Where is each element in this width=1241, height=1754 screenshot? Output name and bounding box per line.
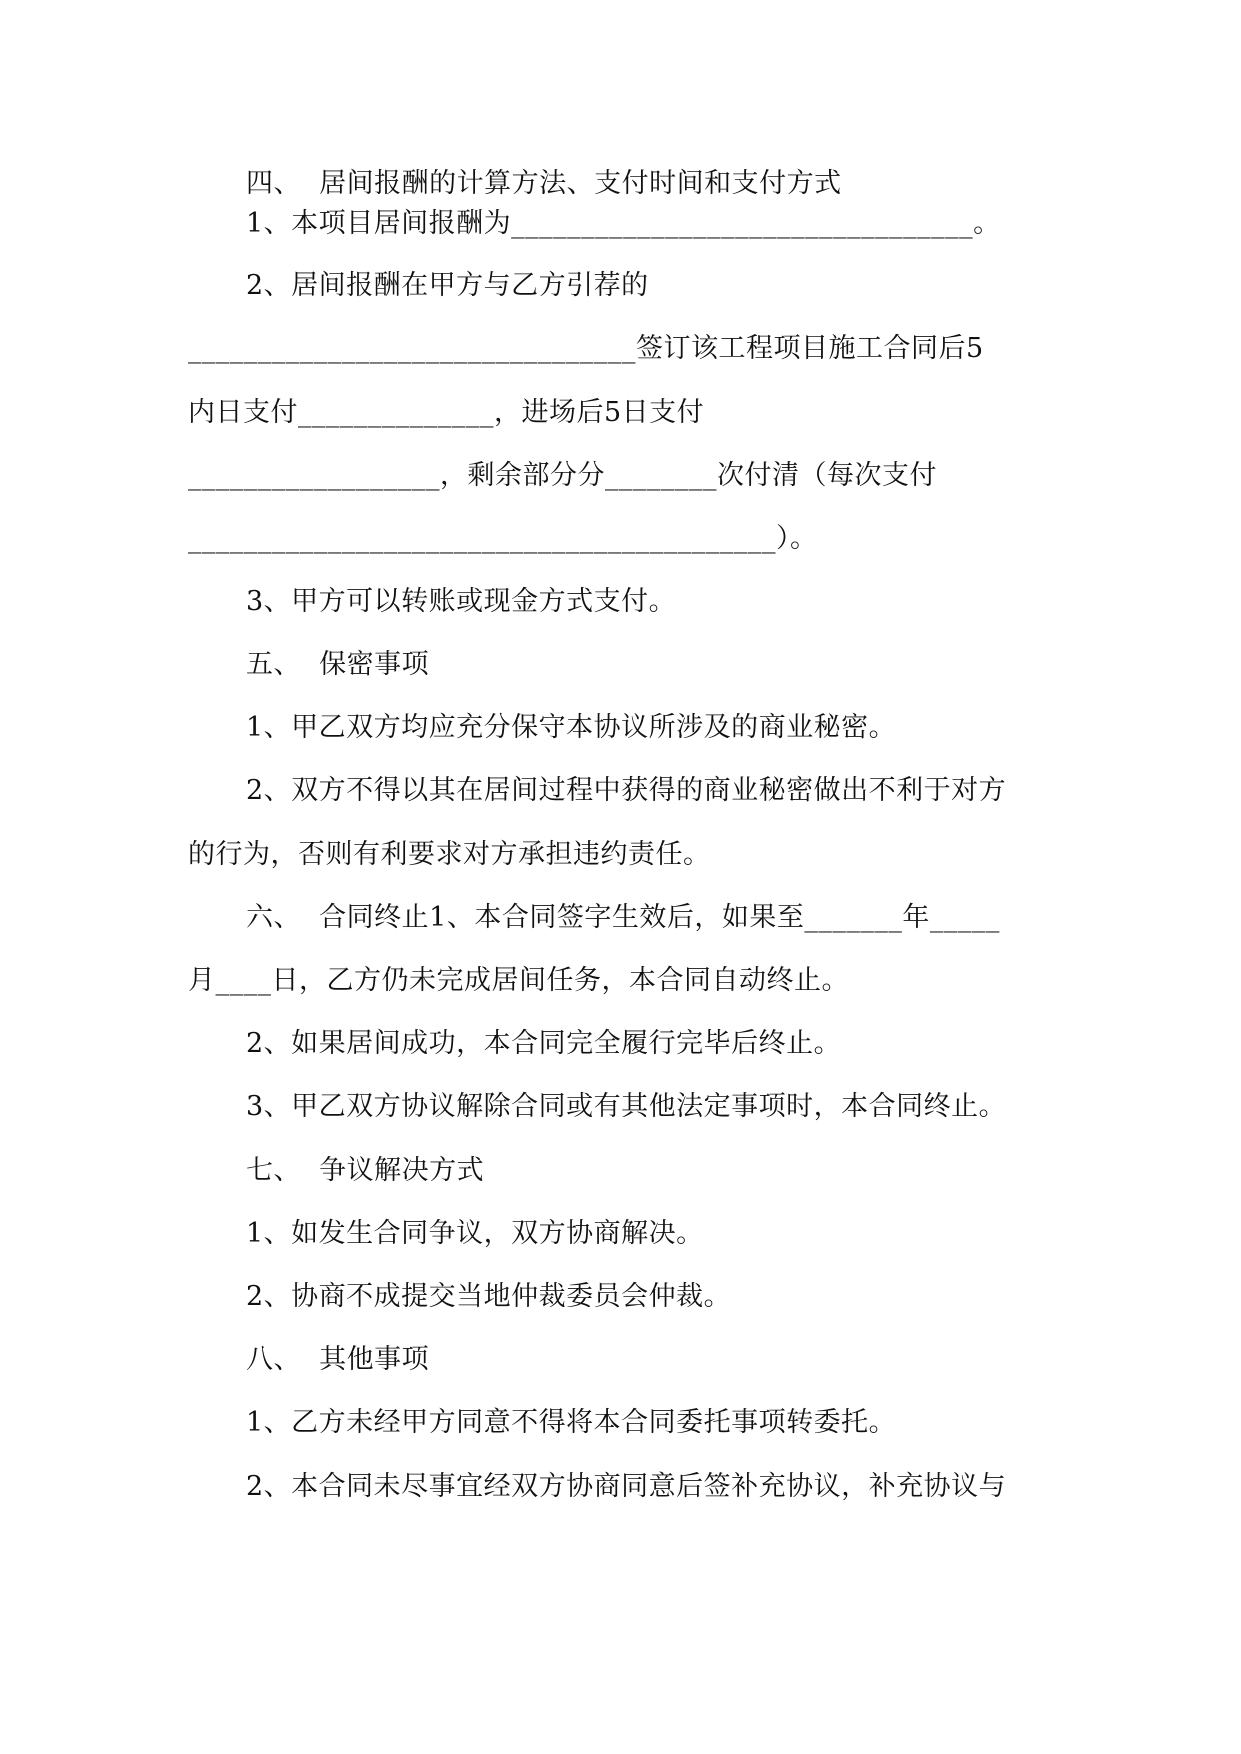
paragraph-line: 2、协商不成提交当地仲裁委员会仲裁。 <box>246 1281 732 1312</box>
paragraph-line: 1、乙方未经甲方同意不得将本合同委托事项转委托。 <box>246 1407 897 1438</box>
paragraph-line: 3、甲方可以转账或现金方式支付。 <box>246 586 677 617</box>
section-heading-6: 六、 合同终止1、本合同签字生效后，如果至_______年_____ <box>246 902 1000 933</box>
paragraph-line: 2、双方不得以其在居间过程中获得的商业秘密做出不利于对方 <box>246 775 1007 806</box>
paragraph-line: 1、如发生合同争议，双方协商解决。 <box>246 1218 704 1249</box>
paragraph-line: 内日支付______________，进场后5日支付 <box>188 397 705 428</box>
paragraph-line: 1、甲乙双方均应充分保守本协议所涉及的商业秘密。 <box>246 712 897 743</box>
paragraph-line: __________________，剩余部分分________次付清（每次支付 <box>188 460 937 491</box>
paragraph-line: 2、居间报酬在甲方与乙方引荐的 <box>246 270 649 301</box>
paragraph-line: ________________________________签订该工程项目施工合同后5 <box>188 333 984 364</box>
section-heading-7: 七、 争议解决方式 <box>246 1155 485 1186</box>
paragraph-line: __________________________________________）。 <box>188 523 818 554</box>
section-heading-4: 四、 居间报酬的计算方法、支付时间和支付方式 <box>246 168 842 199</box>
paragraph-line: 2、如果居间成功，本合同完全履行完毕后终止。 <box>246 1028 842 1059</box>
paragraph-line: 1、本项目居间报酬为_________________________________。 <box>246 208 1001 239</box>
paragraph-line: 3、甲乙双方协议解除合同或有其他法定事项时，本合同终止。 <box>246 1091 1007 1122</box>
paragraph-line: 的行为，否则有利要求对方承担违约责任。 <box>188 839 711 870</box>
paragraph-line: 2、本合同未尽事宜经双方协商同意后签补充协议，补充协议与 <box>246 1471 1007 1502</box>
section-heading-5: 五、 保密事项 <box>246 649 430 680</box>
paragraph-line: 月____日，乙方仍未完成居间任务，本合同自动终止。 <box>188 965 849 996</box>
section-heading-8: 八、 其他事项 <box>246 1344 430 1375</box>
